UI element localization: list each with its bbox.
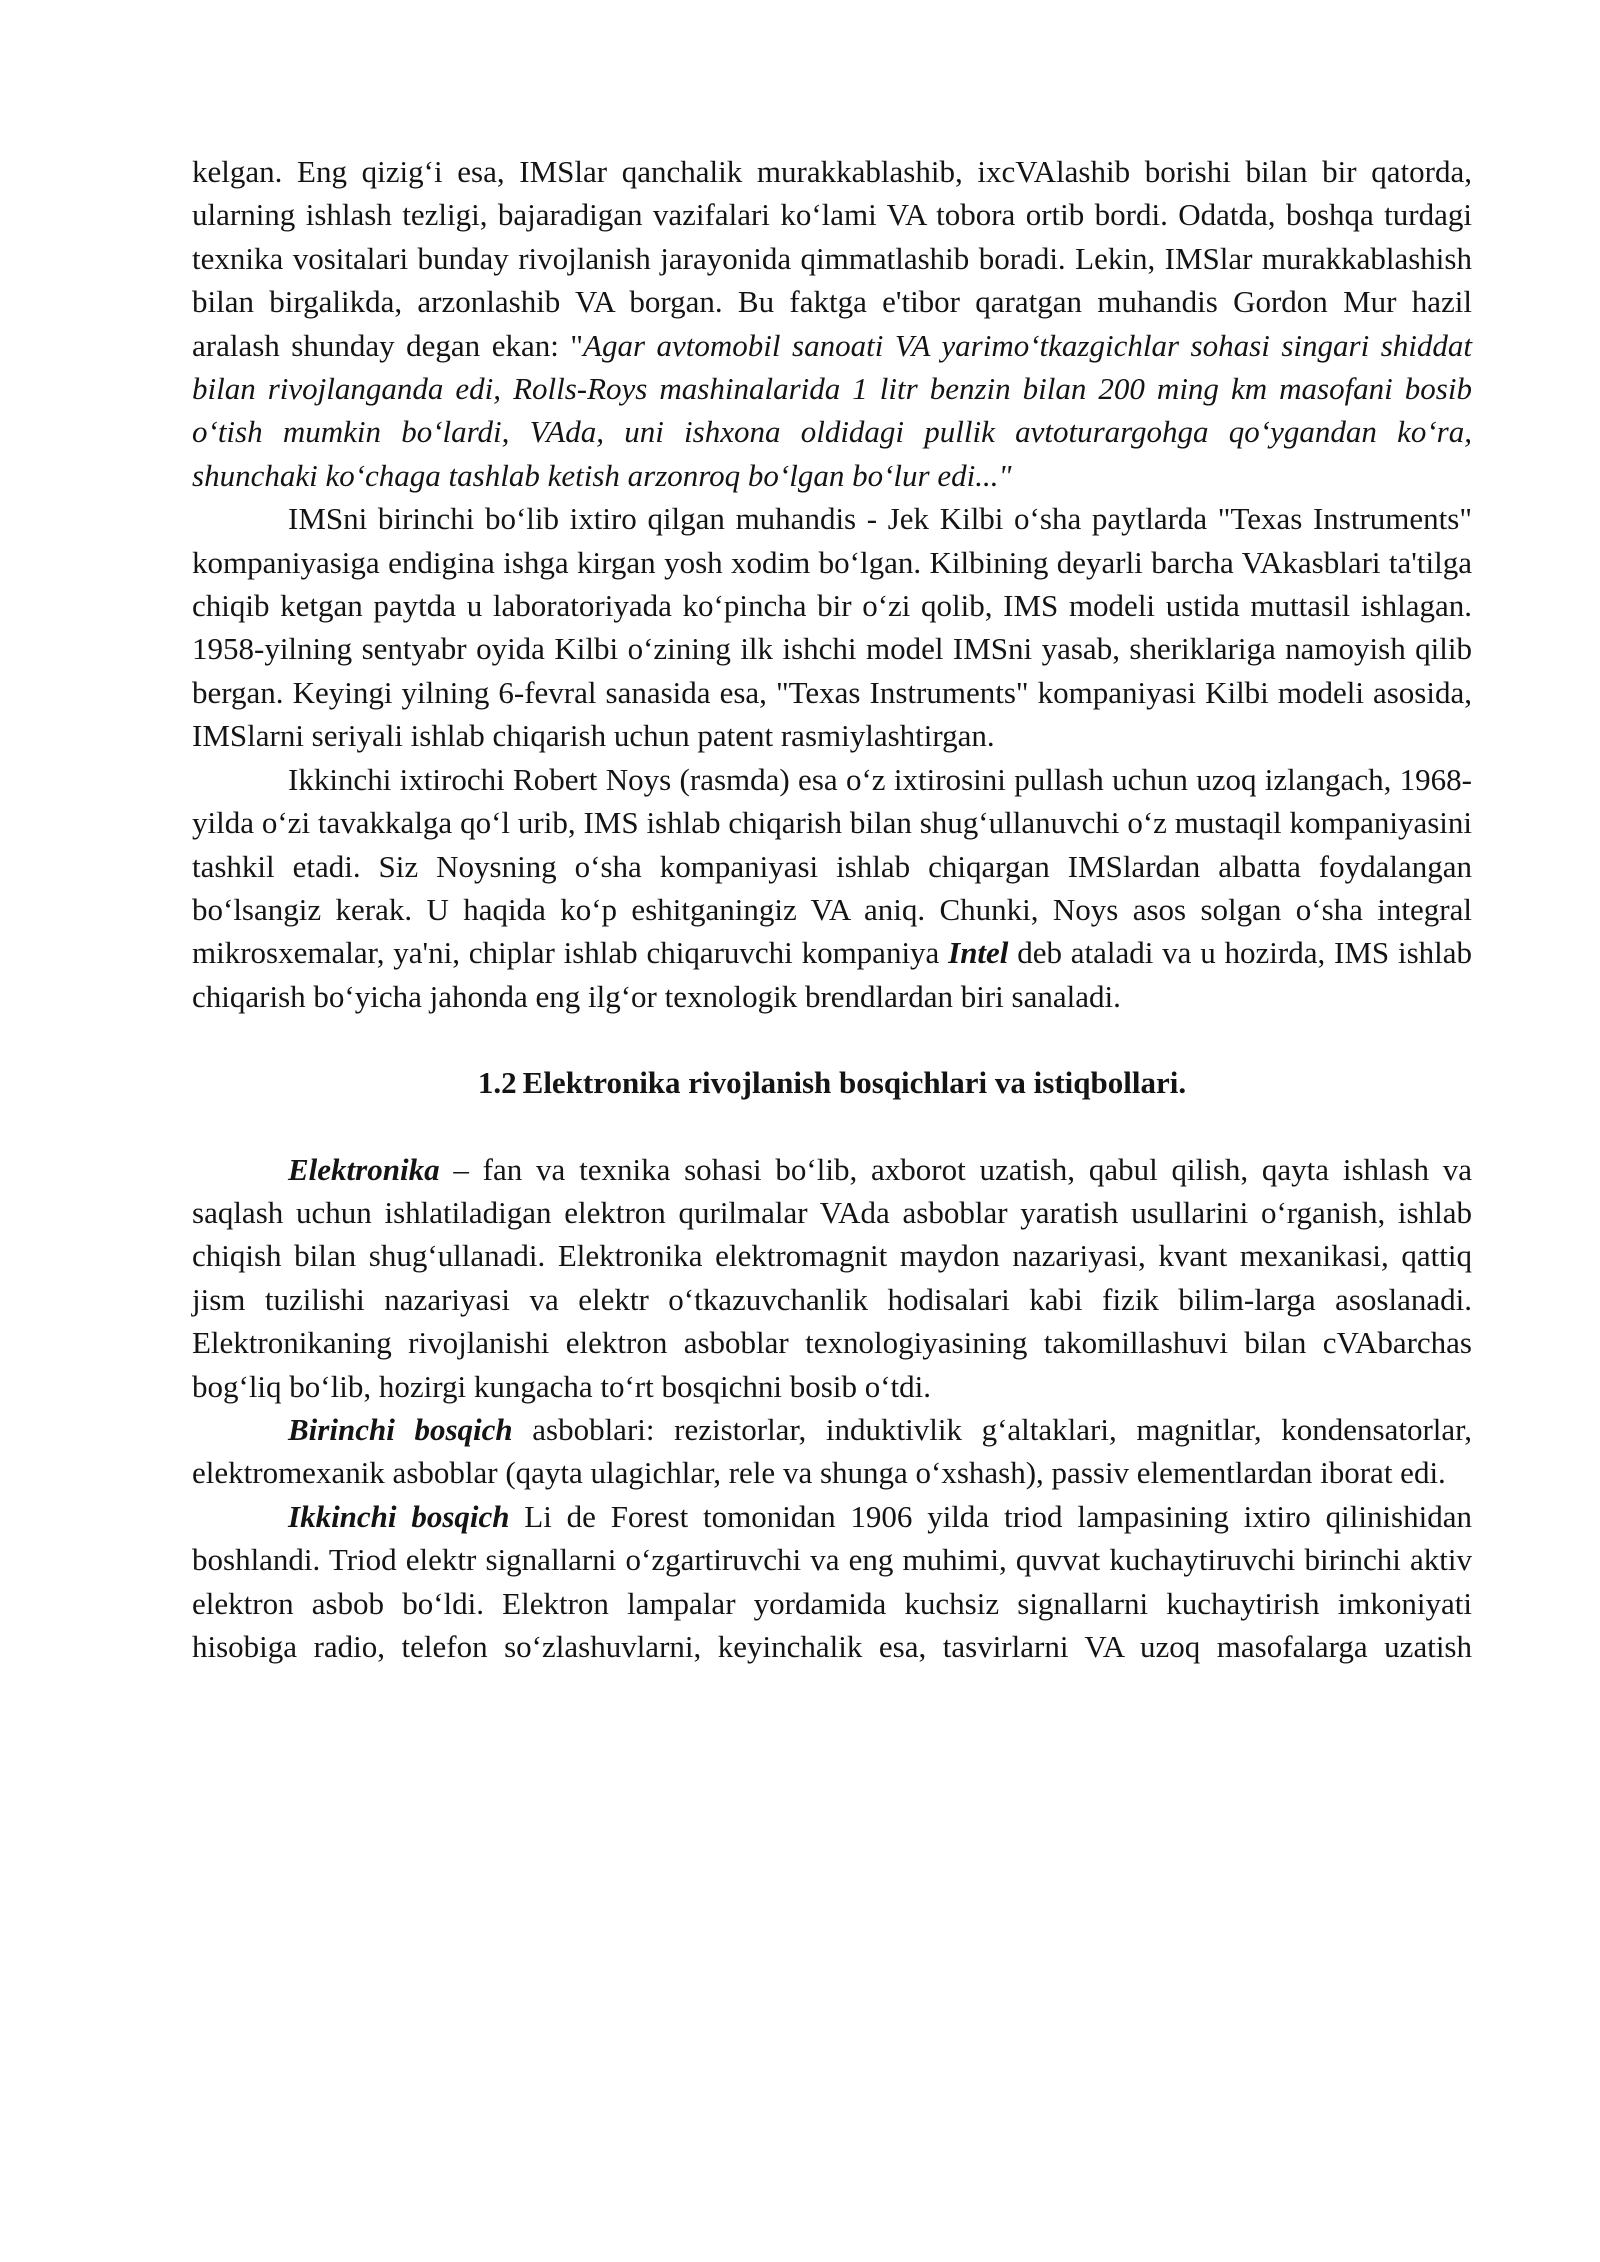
paragraph-moore-quote: [192, 150, 1472, 497]
paragraph-text: deb ataladi va u hozirda, IMS ishlab chiqarish bo‘yicha jahonda eng ilg‘or texnologik brendlardan biri sanaladi.: [192, 935, 1472, 1014]
paragraph-text: Li de Forest tomonidan 1906 yilda triod lampasining ixtiro qilinishidan boshlandi. Triod elektr signallarni o‘zgartiruvchi va eng muhimi, quvvat kuchaytiruvchi birinchi aktiv elektron asbob bo‘ldi. Elektron lampalar yordamida kuchsiz signallarni kuchaytirish imkoniyati hisobiga radio, telefon so‘zlashuvlarni, keyinchalik esa, tasvirlarni VA uzoq masofalarga uzatish: [192, 1498, 1472, 1664]
paragraph-kilby: IMSni birinchi bo‘lib ixtiro qilgan muhandis - Jek Kilbi o‘sha paytlarda "Texas Instruments" kompaniyasiga endigina ishga kirgan yosh xodim bo‘lgan. Kilbining deyarli barcha VAkasblari ta'tilga chiqib ketgan paytda u laboratoriyada ko‘pincha bir o‘zi qolib, IMS modeli ustida muttasil ishlagan. 1958-yilning sentyabr oyida Kilbi o‘zining ilk ishchi model IMSni yasab, sheriklariga namoyish qilib bergan. Keyingi yilning 6-fevral sanasida esa, "Texas Instruments" kompaniyasi Kilbi modeli asosida, IMSlarni seriyali ishlab chiqarish uchun patent rasmiylashtirgan.: [192, 501, 1472, 754]
paragraph-noyce: [192, 758, 1472, 1018]
paragraph-second-stage: [192, 1495, 1472, 1669]
paragraph-text: asboblari: rezistorlar, induktivlik g‘altaklari, magnitlar, kondensatorlar, elektromexanik asboblar (qayta ulagichlar, rele va shunga o‘xshash), passiv elementlardan iborat edi.: [192, 1411, 1472, 1491]
term-second-stage: Ikkinchi bosqich: [288, 1498, 510, 1534]
intel-brand: Intel: [948, 935, 1009, 971]
term-electronics: Elektronika: [288, 1151, 440, 1187]
paragraph-first-stage: [192, 1408, 1472, 1495]
term-first-stage: Birinchi bosqich: [288, 1411, 513, 1447]
paragraph-text: Ikkinchi ixtirochi Robert Noys (rasmda) esa o‘z ixtirosini pullash uchun uzoq izlangach, 1968-yilda o‘zi tavakkalga qo‘l urib, IMS ishlab chiqarish bilan shug‘ullanuvchi o‘z mustaqil kompaniyasini tashkil etadi. Siz Noysning o‘sha kompaniyasi ishlab chiqargan IMSlardan albatta foydalangan bo‘lsangiz kerak. U haqida ko‘p eshitganingiz VA aniq. Chunki, Noys asos solgan o‘sha integral mikrosxemalar, ya'ni, chiplar ishlab chiqaruvchi kompaniya: [192, 761, 1472, 971]
paragraph-electronics-definition: [192, 1148, 1472, 1408]
moore-quote: Agar avtomobil sanoati VA yarimo‘tkazgichlar sohasi singari shiddat bilan rivojlanganda edi, Rolls-Roys mashinalarida 1 litr benzin bilan 200 ming km masofani bosib o‘tish mumkin bo‘lardi, VAda, uni ishxona oldidagi pullik avtoturargohga qo‘ygandan ko‘ra, shunchaki ko‘chaga tashlab ketish arzonroq bo‘lgan bo‘lur edi...": [192, 327, 1472, 493]
section-heading: [192, 1061, 1472, 1104]
paragraph-text: kelgan. Eng qizig‘i esa, IMSlar qanchalik murakkablashib, ixcVAlashib borishi bilan bir qatorda, ularning ishlash tezligi, bajaradigan vazifalari ko‘lami VA tobora ortib bordi. Odatda, boshqa turdagi texnika vositalari bunday rivojlanish jarayonida qimmatlashib boradi. Lekin, IMSlar murakkablashish bilan birgalikda, arzonlashib VA borgan. Bu faktga e'tibor qaratgan muhandis Gordon Mur hazil aralash shunday degan ekan: ": [192, 154, 1472, 363]
section-number: 1.2: [477, 1065, 517, 1101]
paragraph-text: – fan va texnika sohasi bo‘lib, axborot uzatish, qabul qilish, qayta ishlash va saqlash uchun ishlatiladigan elektron qurilmalar VAda asboblar yaratish usullarini o‘rganish, ishlab chiqish bilan shug‘ullanadi. Elektronika elektromagnit maydon nazariyasi, kvant mexanikasi, qattiq jism tuzilishi nazariyasi va elektr o‘tkazuvchanlik hodisalari kabi fizik bilim-larga asoslanadi. Elektronikaning rivojlanishi elektron asboblar texnologiyasining takomillashuvi bilan cVAbarchas bog‘liq bo‘lib, hozirgi kungacha to‘rt bosqichni bosib o‘tdi.: [192, 1151, 1472, 1404]
document-page: [192, 150, 1472, 1668]
section-title: Elektronika rivojlanish bosqichlari va istiqbollari.: [522, 1065, 1187, 1101]
